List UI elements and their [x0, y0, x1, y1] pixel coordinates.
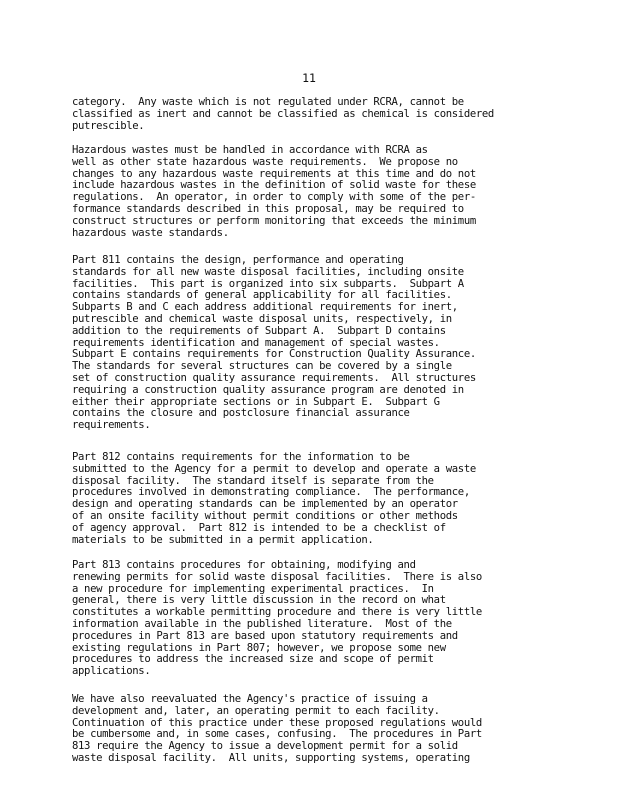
- text-line: hazardous waste standards.: [72, 227, 229, 239]
- text-line: waste disposal facility. All units, supporting systems, operating: [72, 752, 470, 764]
- text-line: putrescible and chemical waste disposal units, respectively, in: [72, 313, 452, 325]
- text-line: 813 require the Agency to issue a development permit for a solid: [72, 741, 458, 753]
- text-line: procedures involved in demonstrating compliance. The performance,: [72, 487, 470, 499]
- text-line: changes to any hazardous waste requirements at this time and do not: [72, 168, 476, 180]
- text-line: constitutes a workable permitting procedure and there is very little: [72, 607, 482, 619]
- text-line: disposal facility. The standard itself is separate from the: [72, 475, 434, 487]
- text-line: design and operating standards can be implemented by an operator: [72, 499, 458, 511]
- paragraph-part-812: [72, 452, 550, 546]
- text-line: contains the closure and postclosure financial assurance: [72, 408, 410, 420]
- text-line: regulations. An operator, in order to comply with some of the per-: [72, 192, 476, 204]
- text-line: standards for all new waste disposal facilities, including onsite: [72, 266, 464, 278]
- paragraph-waste-category: [72, 97, 550, 132]
- text-line: development and, later, an operating permit to each facility.: [72, 705, 440, 717]
- text-line: general, there is very little discussion in the record on what: [72, 595, 446, 607]
- text-line: category. Any waste which is not regulated under RCRA, cannot be: [72, 97, 464, 108]
- text-line: The standards for several structures can be covered by a single: [72, 361, 452, 373]
- text-line: requirements.: [72, 420, 151, 432]
- text-line: Part 812 contains requirements for the information to be: [72, 452, 410, 463]
- paragraph-permit-practice: [72, 694, 550, 765]
- text-line: applications.: [72, 666, 151, 678]
- text-line: include hazardous wastes in the definition of solid waste for these: [72, 180, 476, 192]
- text-line: contains standards of general applicability for all facilities.: [72, 290, 452, 302]
- page-number: 11: [302, 71, 316, 85]
- text-line: addition to the requirements of Subpart A. Subpart D contains: [72, 325, 446, 337]
- text-line: construct structures or perform monitoring that exceeds the minimum: [72, 215, 476, 227]
- text-line: well as other state hazardous waste requirements. We propose no: [72, 156, 458, 168]
- text-line: be cumbersome and, in some cases, confusing. The procedures in Part: [72, 729, 482, 741]
- text-line: facilities. This part is organized into six subparts. Subpart A: [72, 278, 464, 290]
- text-line: information available in the published literature. Most of the: [72, 618, 452, 630]
- text-line: formance standards described in this proposal, may be required to: [72, 203, 464, 215]
- text-line: Part 813 contains procedures for obtaining, modifying and: [72, 560, 416, 571]
- text-line: of agency approval. Part 812 is intended to be a checklist of: [72, 522, 446, 534]
- text-line: putrescible.: [72, 120, 145, 132]
- text-line: of an onsite facility without permit conditions or other methods: [72, 510, 458, 522]
- text-line: We have also reevaluated the Agency's practice of issuing a: [72, 694, 428, 705]
- text-line: requirements identification and management of special wastes.: [72, 337, 440, 349]
- text-line: set of construction quality assurance requirements. All structures: [72, 372, 476, 384]
- text-line: renewing permits for solid waste disposal facilities. There is also: [72, 571, 482, 583]
- text-line: a new procedure for implementing experimental practices. In: [72, 583, 434, 595]
- paragraph-part-811: [72, 255, 550, 432]
- text-line: Subpart E contains requirements for Construction Quality Assurance.: [72, 349, 476, 361]
- text-line: either their appropriate sections or in Subpart E. Subpart G: [72, 396, 440, 408]
- text-line: Hazardous wastes must be handled in accordance with RCRA as: [72, 145, 428, 156]
- text-line: Part 811 contains the design, performance and operating: [72, 255, 404, 266]
- paragraph-part-813: [72, 560, 550, 678]
- text-line: Continuation of this practice under these proposed regulations would: [72, 717, 482, 729]
- text-line: Subparts B and C each address additional requirements for inert,: [72, 302, 458, 314]
- text-line: requiring a construction quality assurance program are denoted in: [72, 384, 464, 396]
- text-line: materials to be submitted in a permit application.: [72, 534, 374, 546]
- text-line: existing regulations in Part 807; however, we propose some new: [72, 642, 446, 654]
- text-line: classified as inert and cannot be classified as chemical is considered: [72, 108, 494, 120]
- text-line: procedures in Part 813 are based upon statutory requirements and: [72, 630, 458, 642]
- text-line: procedures to address the increased size and scope of permit: [72, 654, 434, 666]
- text-line: submitted to the Agency for a permit to develop and operate a waste: [72, 463, 476, 475]
- paragraph-hazardous-wastes: [72, 145, 550, 239]
